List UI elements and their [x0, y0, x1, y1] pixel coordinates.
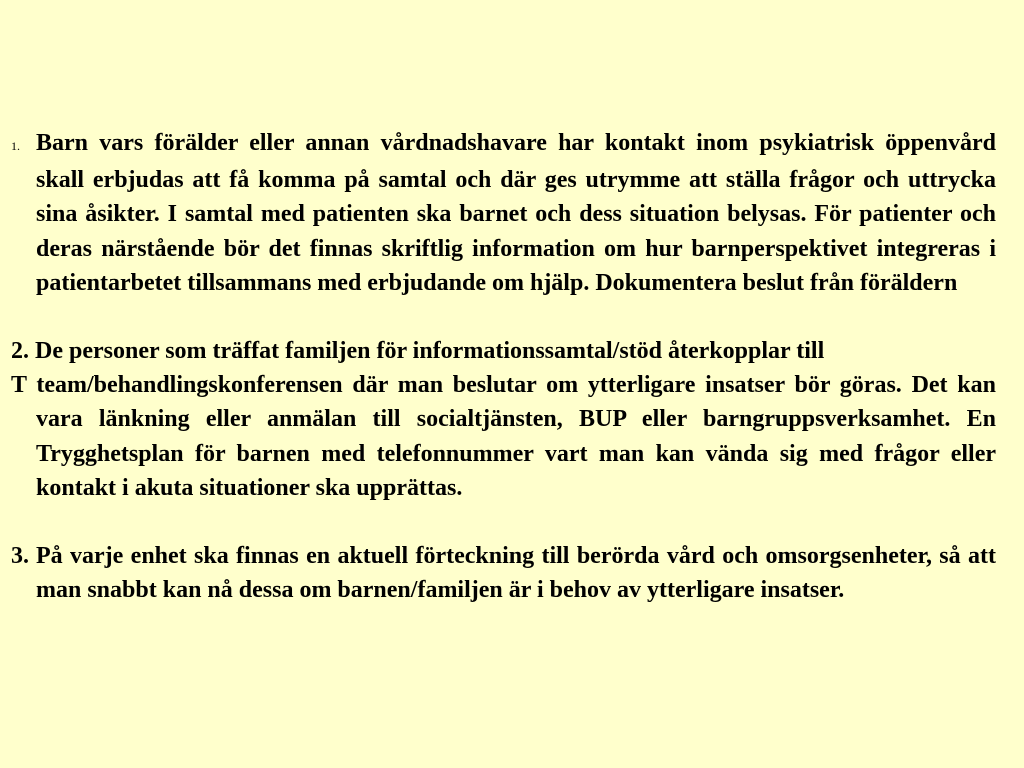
list-item-2 — [11, 368, 996, 505]
list-item-2-intro — [11, 334, 996, 368]
list-text-2: T team/behandlingskonferensen där man beslutar om ytterligare insatser bör göras. Det kan vara länkning eller anmälan till socialtjänsten, BUP eller barngruppsverksamhet. En Trygghetsplan för barnen med telefonnummer vart man kan vända sig med frågor eller kontakt i akuta situationer ska upprättas. — [11, 372, 996, 501]
list-text-1: Barn vars förälder eller annan vårdnadshavare har kontakt inom psykiatrisk öppenvård skall erbjudas att få komma på samtal och där ges utrymme att ställa frågor och uttrycka sina åsikter. I samtal med patienten ska barnet och dess situation belysas. För patienter och deras närstående bör det finnas skriftlig information om hur barnperspektivet integreras i patientarbetet tillsammans med erbjudande om hjälp. Dokumentera beslut från föräldern — [36, 130, 996, 296]
list-marker-1: 1. — [11, 139, 20, 153]
list-text-3: På varje enhet ska finnas en aktuell förteckning till berörda vård och omsorgsenheter, så att man snabbt kan nå dessa om barnen/familjen är i behov av ytterligare insatser. — [36, 543, 996, 604]
list-marker-3: 3. — [11, 543, 29, 570]
spacer — [11, 505, 996, 539]
list-item-3 — [11, 539, 996, 607]
slide-body — [11, 126, 996, 607]
list-text-2-first-line: De personer som träffat familjen för informationssamtal/stöd återkopplar till — [35, 338, 825, 365]
list-marker-2: 2. — [11, 338, 29, 365]
list-item-1 — [11, 126, 996, 300]
spacer — [11, 300, 996, 334]
